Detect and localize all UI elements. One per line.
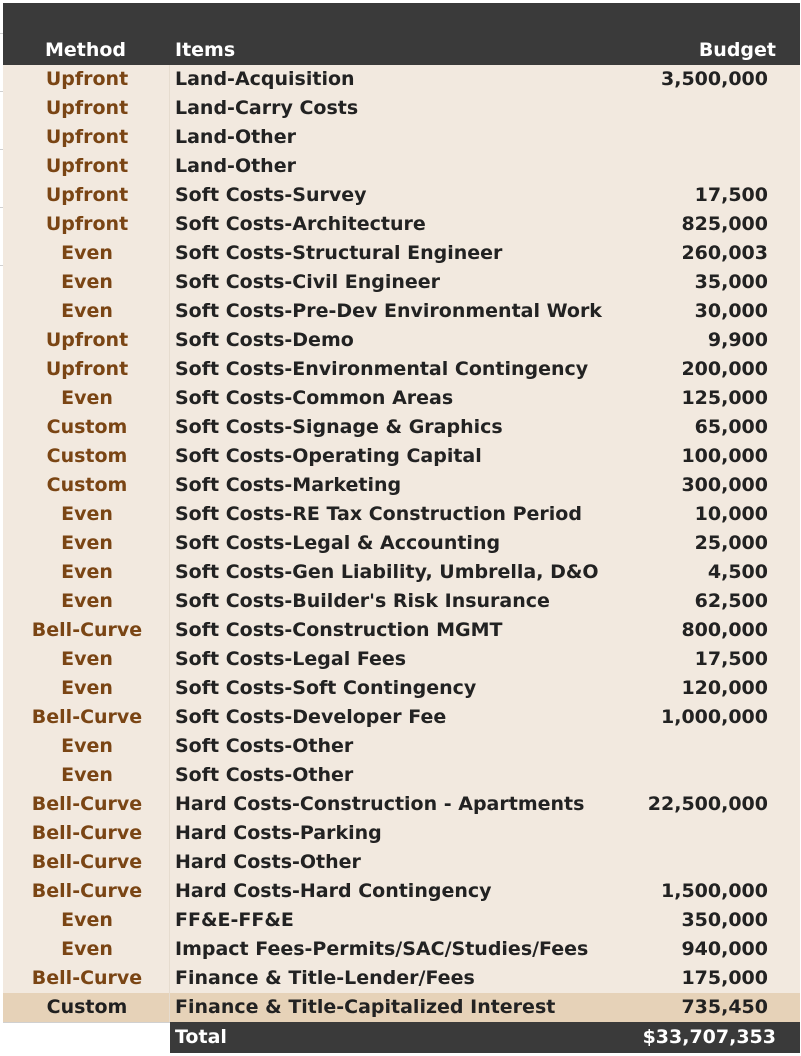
item-cell[interactable]: Hard Costs-Construction - Apartments: [175, 793, 585, 815]
budget-cell[interactable]: 125,000: [681, 387, 768, 409]
column-divider: [169, 181, 170, 210]
table-row: [3, 906, 800, 935]
table-row: [3, 732, 800, 761]
table-row: [3, 413, 800, 442]
budget-cell[interactable]: 9,900: [707, 329, 768, 351]
table-row: [3, 65, 800, 94]
method-cell[interactable]: Custom: [46, 416, 128, 438]
method-cell[interactable]: Custom: [46, 996, 128, 1018]
table-row: [3, 761, 800, 790]
budget-cell[interactable]: 300,000: [681, 474, 768, 496]
column-divider: [169, 268, 170, 297]
column-divider: [169, 587, 170, 616]
table-row: [3, 239, 800, 268]
column-divider: [169, 297, 170, 326]
item-cell[interactable]: FF&E-FF&E: [175, 909, 294, 931]
column-divider: [169, 326, 170, 355]
method-cell[interactable]: Even: [61, 909, 113, 931]
table-row: [3, 297, 800, 326]
column-divider: [169, 152, 170, 181]
column-header-method[interactable]: Method: [44, 39, 127, 61]
table-row: [3, 993, 800, 1022]
table-body: [3, 65, 800, 1022]
total-label[interactable]: Total: [175, 1026, 227, 1048]
item-cell[interactable]: Land-Carry Costs: [175, 97, 359, 119]
item-cell[interactable]: Soft Costs-Signage & Graphics: [175, 416, 503, 438]
method-cell[interactable]: Even: [61, 764, 113, 786]
column-divider: [169, 877, 170, 906]
column-divider: [169, 355, 170, 384]
method-cell[interactable]: Bell-Curve: [31, 880, 143, 902]
column-divider: [169, 471, 170, 500]
method-cell[interactable]: Even: [61, 532, 113, 554]
item-cell[interactable]: Soft Costs-Legal Fees: [175, 648, 407, 670]
item-cell[interactable]: Impact Fees-Permits/SAC/Studies/Fees: [175, 938, 589, 960]
table-row: [3, 645, 800, 674]
column-divider: [169, 384, 170, 413]
total-row: [170, 1022, 800, 1053]
table-row: [3, 964, 800, 993]
column-divider: [169, 65, 170, 94]
table-row: [3, 181, 800, 210]
item-cell[interactable]: Land-Acquisition: [175, 68, 355, 90]
method-cell[interactable]: Even: [61, 590, 113, 612]
method-cell[interactable]: Upfront: [45, 358, 129, 380]
table-row: [3, 500, 800, 529]
column-divider: [169, 558, 170, 587]
table-row: [3, 935, 800, 964]
method-cell[interactable]: Bell-Curve: [31, 851, 143, 873]
item-cell[interactable]: Soft Costs-Builder's Risk Insurance: [175, 590, 550, 612]
item-cell[interactable]: Finance & Title-Lender/Fees: [175, 967, 475, 989]
budget-cell[interactable]: 350,000: [681, 909, 768, 931]
method-cell[interactable]: Even: [61, 677, 113, 699]
budget-cell[interactable]: 825,000: [681, 213, 768, 235]
column-divider: [169, 239, 170, 268]
method-cell[interactable]: Even: [61, 242, 113, 264]
item-cell[interactable]: Soft Costs-Operating Capital: [175, 445, 482, 467]
budget-cell[interactable]: 17,500: [694, 184, 768, 206]
table-row: [3, 471, 800, 500]
method-cell[interactable]: Upfront: [45, 155, 129, 177]
method-cell[interactable]: Bell-Curve: [31, 619, 143, 641]
method-cell[interactable]: Bell-Curve: [31, 793, 143, 815]
item-cell[interactable]: Finance & Title-Capitalized Interest: [175, 996, 556, 1018]
method-cell[interactable]: Upfront: [45, 184, 129, 206]
table-row: [3, 326, 800, 355]
table-row: [3, 384, 800, 413]
method-cell[interactable]: Even: [61, 503, 113, 525]
item-cell[interactable]: Soft Costs-Construction MGMT: [175, 619, 503, 641]
budget-cell[interactable]: 175,000: [681, 967, 768, 989]
item-cell[interactable]: Soft Costs-Structural Engineer: [175, 242, 503, 264]
budget-cell[interactable]: 25,000: [694, 532, 768, 554]
column-divider: [169, 413, 170, 442]
method-cell[interactable]: Upfront: [45, 213, 129, 235]
budget-cell[interactable]: 1,000,000: [661, 706, 768, 728]
method-cell[interactable]: Upfront: [45, 329, 129, 351]
method-cell[interactable]: Custom: [46, 445, 128, 467]
column-divider: [169, 616, 170, 645]
budget-cell[interactable]: 30,000: [694, 300, 768, 322]
column-divider: [169, 964, 170, 993]
column-divider: [169, 819, 170, 848]
item-cell[interactable]: Land-Other: [175, 155, 296, 177]
method-cell[interactable]: Even: [61, 938, 113, 960]
item-cell[interactable]: Hard Costs-Other: [175, 851, 361, 873]
item-cell[interactable]: Soft Costs-Environmental Contingency: [175, 358, 589, 380]
method-cell[interactable]: Even: [61, 387, 113, 409]
item-cell[interactable]: Soft Costs-Architecture: [175, 213, 426, 235]
table-row: [3, 703, 800, 732]
total-value[interactable]: $33,707,353: [642, 1026, 776, 1048]
column-header-items[interactable]: Items: [175, 39, 236, 61]
budget-cell[interactable]: 735,450: [681, 996, 768, 1018]
table-row: [3, 877, 800, 906]
table-row: [3, 210, 800, 239]
column-divider: [169, 94, 170, 123]
budget-cell[interactable]: 65,000: [694, 416, 768, 438]
method-cell[interactable]: Even: [61, 735, 113, 757]
table-row: [3, 442, 800, 471]
column-divider: [169, 906, 170, 935]
method-cell[interactable]: Custom: [46, 474, 128, 496]
budget-cell[interactable]: 22,500,000: [647, 793, 768, 815]
column-divider: [169, 674, 170, 703]
column-divider: [169, 500, 170, 529]
method-cell[interactable]: Bell-Curve: [31, 967, 143, 989]
table-row: [3, 152, 800, 181]
budget-cell[interactable]: 10,000: [694, 503, 768, 525]
budget-cell[interactable]: 940,000: [681, 938, 768, 960]
table-row: [3, 616, 800, 645]
table-row: [3, 123, 800, 152]
column-divider: [169, 210, 170, 239]
item-cell[interactable]: Hard Costs-Hard Contingency: [175, 880, 492, 902]
budget-cell[interactable]: 35,000: [694, 271, 768, 293]
column-divider: [169, 848, 170, 877]
budget-cell[interactable]: 3,500,000: [661, 68, 768, 90]
item-cell[interactable]: Soft Costs-Demo: [175, 329, 354, 351]
table-row: [3, 790, 800, 819]
item-cell[interactable]: Soft Costs-Gen Liability, Umbrella, D&O: [175, 561, 599, 583]
item-cell[interactable]: Soft Costs-Developer Fee: [175, 706, 447, 728]
budget-cell[interactable]: 1,500,000: [661, 880, 768, 902]
method-cell[interactable]: Even: [61, 300, 113, 322]
table-row: [3, 587, 800, 616]
column-divider: [169, 732, 170, 761]
budget-cell[interactable]: 800,000: [681, 619, 768, 641]
method-cell[interactable]: Bell-Curve: [31, 822, 143, 844]
budget-cell[interactable]: 100,000: [681, 445, 768, 467]
column-divider: [169, 123, 170, 152]
column-divider: [169, 761, 170, 790]
budget-cell[interactable]: 17,500: [694, 648, 768, 670]
item-cell[interactable]: Soft Costs-Pre-Dev Environmental Work: [175, 300, 602, 322]
item-cell[interactable]: Soft Costs-Legal & Accounting: [175, 532, 501, 554]
method-cell[interactable]: Even: [61, 648, 113, 670]
column-divider: [169, 645, 170, 674]
column-divider: [169, 442, 170, 471]
table-row: [3, 848, 800, 877]
table-row: [3, 558, 800, 587]
item-cell[interactable]: Land-Other: [175, 126, 296, 148]
column-divider: [169, 935, 170, 964]
column-divider: [169, 993, 170, 1022]
table-row: [3, 355, 800, 384]
table-header: [3, 3, 800, 65]
item-cell[interactable]: Soft Costs-Common Areas: [175, 387, 454, 409]
budget-cell[interactable]: 200,000: [681, 358, 768, 380]
column-divider: [169, 703, 170, 732]
item-cell[interactable]: Soft Costs-Soft Contingency: [175, 677, 477, 699]
table-row: [3, 674, 800, 703]
column-header-budget[interactable]: Budget: [698, 39, 776, 61]
method-cell[interactable]: Even: [61, 271, 113, 293]
budget-cell[interactable]: 260,003: [681, 242, 768, 264]
method-cell[interactable]: Upfront: [45, 97, 129, 119]
column-divider: [169, 790, 170, 819]
method-cell[interactable]: Upfront: [45, 126, 129, 148]
item-cell[interactable]: Soft Costs-Civil Engineer: [175, 271, 441, 293]
table-row: [3, 819, 800, 848]
total-blank-cell[interactable]: [3, 1022, 170, 1054]
item-cell[interactable]: Soft Costs-Other: [175, 735, 354, 757]
method-cell[interactable]: Upfront: [45, 68, 129, 90]
table-row: [3, 529, 800, 558]
budget-cell[interactable]: 120,000: [681, 677, 768, 699]
budget-cell[interactable]: 4,500: [707, 561, 768, 583]
budget-cell[interactable]: 62,500: [694, 590, 768, 612]
column-divider: [169, 529, 170, 558]
method-cell[interactable]: Even: [61, 561, 113, 583]
table-row: [3, 94, 800, 123]
item-cell[interactable]: Soft Costs-Marketing: [175, 474, 402, 496]
table-row: [3, 268, 800, 297]
item-cell[interactable]: Soft Costs-Survey: [175, 184, 367, 206]
method-cell[interactable]: Bell-Curve: [31, 706, 143, 728]
item-cell[interactable]: Soft Costs-RE Tax Construction Period: [175, 503, 582, 525]
item-cell[interactable]: Soft Costs-Other: [175, 764, 354, 786]
item-cell[interactable]: Hard Costs-Parking: [175, 822, 382, 844]
